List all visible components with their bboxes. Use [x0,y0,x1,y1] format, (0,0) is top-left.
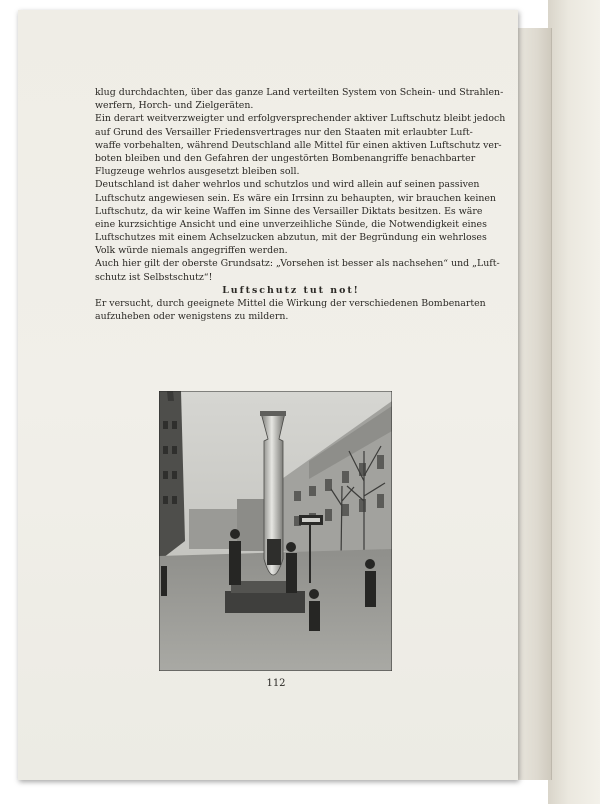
page-number: 112 [266,678,286,689]
text-line: auf Grund des Versailler Friedensvertrages nur den Staaten mit erlaubter Luft- [95,126,473,138]
text-line: klug durchdachten, über das ganze Land verteilten System von Schein- und Strahlen- [95,87,504,98]
body-text [95,86,506,323]
text-line: Luftschutzes mit einem Achselzucken abzutun, mit der Begründung ein wehrloses [95,232,487,244]
text-line: schutz ist Selbstschutz“! [95,271,213,283]
text-line: Er versucht, durch geeignete Mittel die Wirkung der verschiedenen Bombenarten [95,298,486,309]
section-heading: Luftschutz tut not! [222,284,360,296]
photograph-bomb-model-street [159,391,392,671]
text-line: Deutschland ist daher wehrlos und schutzlos und wird allein auf seinen passiven [95,179,480,191]
text-line: Flugzeuge wehrlos ausgesetzt bleiben soll. [95,166,300,178]
text-line: Luftschutz, da wir keine Waffen im Sinne des Versailler Diktats besitzen. Es wäre [95,205,483,217]
text-line: boten bleiben und den Gefahren der ungestörten Bombenangriffe benachbarter [95,152,476,164]
text-line: Ein derart weitverzweigter und erfolgversprechender aktiver Luftschutz bleibt jedoch [95,113,506,125]
text-line: Volk würde niemals angegriffen werden. [95,245,288,257]
text-line: Luftschutz angewiesen sein. Es wäre ein Irrsinn zu behaupten, wir brauchen keinen [95,192,496,204]
text-line: eine kurzsichtige Ansicht und eine unverzeihliche Sünde, die Notwendigkeit eines [95,218,487,230]
page-edge [515,28,552,780]
text-line: waffe vorbehalten, während Deutschland alle Mittel für einen aktiven Luftschutz ver- [95,139,502,151]
text-line: Auch hier gilt der oberste Grundsatz: „Vorsehen ist besser als nachsehen“ und „Luft- [95,258,500,270]
text-line: aufzuheben oder wenigstens zu mildern. [95,311,289,323]
adjacent-page [548,0,600,804]
text-line: werfern, Horch- und Zielgeräten. [95,100,254,112]
